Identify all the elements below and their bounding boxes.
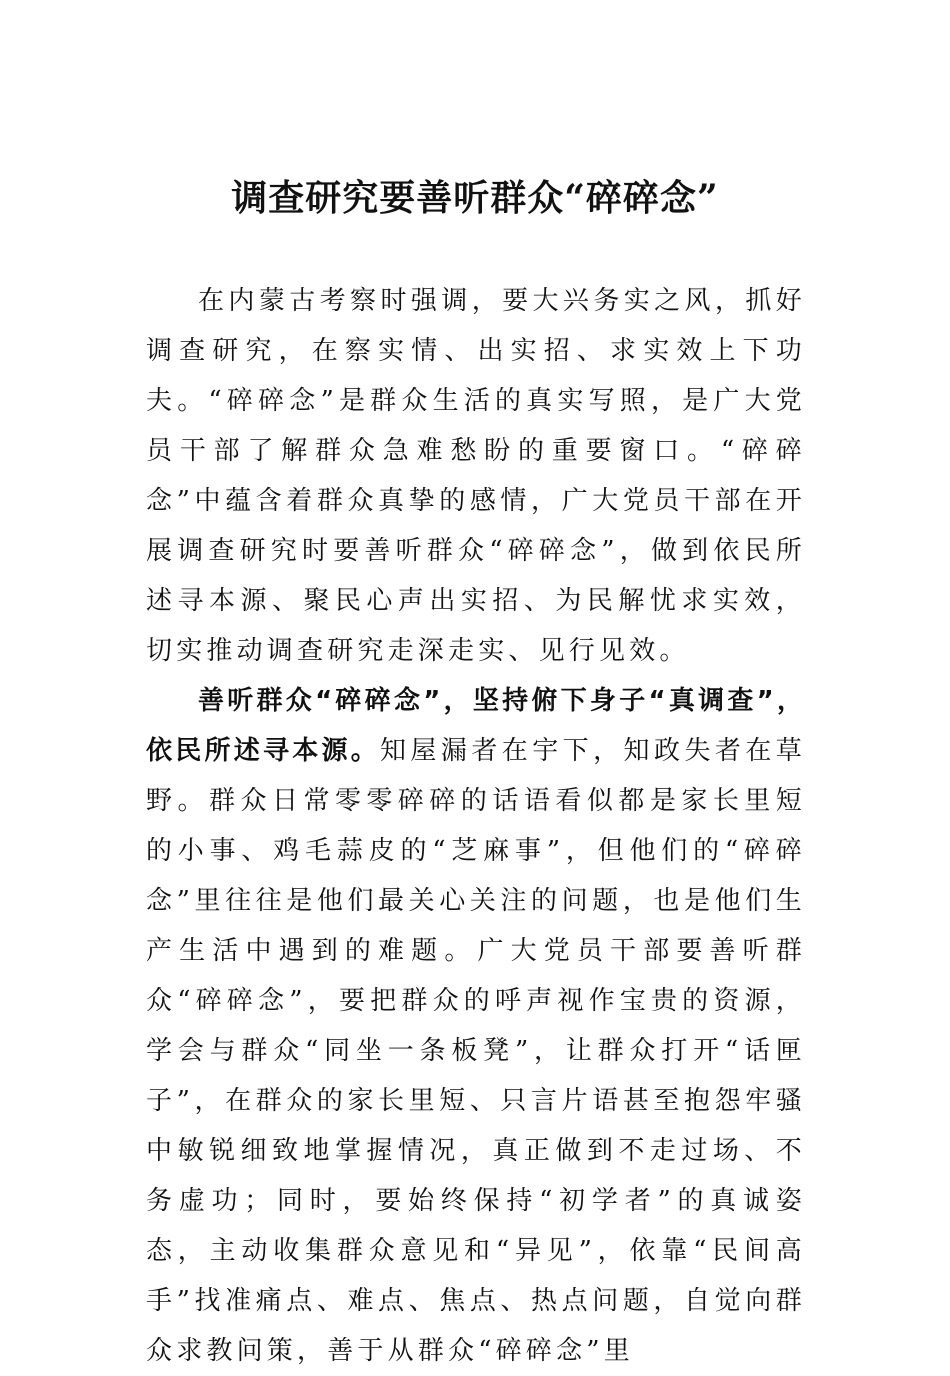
paragraph-2-text: 知屋漏者在宇下，知政失者在草野。群众日常零零碎碎的话语看似都是家长里短的小事、鸡毛蒜皮的“芝麻事”，但他们的“碎碎念”里往往是他们最关心关注的问题，也是他们生产生活中遇到的难题。广大党员干部要善听群众“碎碎念”，要把群众的呼声视作宝贵的资源，学会与群众“同坐一条板凳”，让群众打开“话匣子”，在群众的家长里短、只言片语甚至抱怨牢骚中敏锐细致地掌握情况，真正做到不走过场、不务虚功；同时，要始终保持“初学者”的真诚姿态，主动收集群众意见和“异见”，依靠“民间高手”找准痛点、难点、焦点、热点问题，自觉向群众求教问策，善于从群众“碎碎念”里 [146, 736, 806, 1366]
document-title: 调查研究要善听群众“碎碎念” [231, 177, 719, 219]
paragraph-1-text: 在内蒙古考察时强调，要大兴务实之风，抓好调查研究，在察实情、出实招、求实效上下功夫。“碎碎念”是群众生活的真实写照，是广大党员干部了解群众急难愁盼的重要窗口。“碎碎念”中蕴含着群众真挚的感情，广大党员干部在开展调查研究时要善听群众“碎碎念”，做到依民所述寻本源、聚民心声出实招、为民解忧求实效，切实推动调查研究走深走实、见行见效。 [146, 286, 806, 666]
document-body [146, 276, 806, 1376]
paragraph-2 [146, 676, 806, 1376]
paragraph-1 [146, 276, 806, 676]
paragraph-2-lead: 善听群众“碎碎念”，坚持俯下身子“真调查”，依民所述寻本源。 [146, 686, 806, 766]
